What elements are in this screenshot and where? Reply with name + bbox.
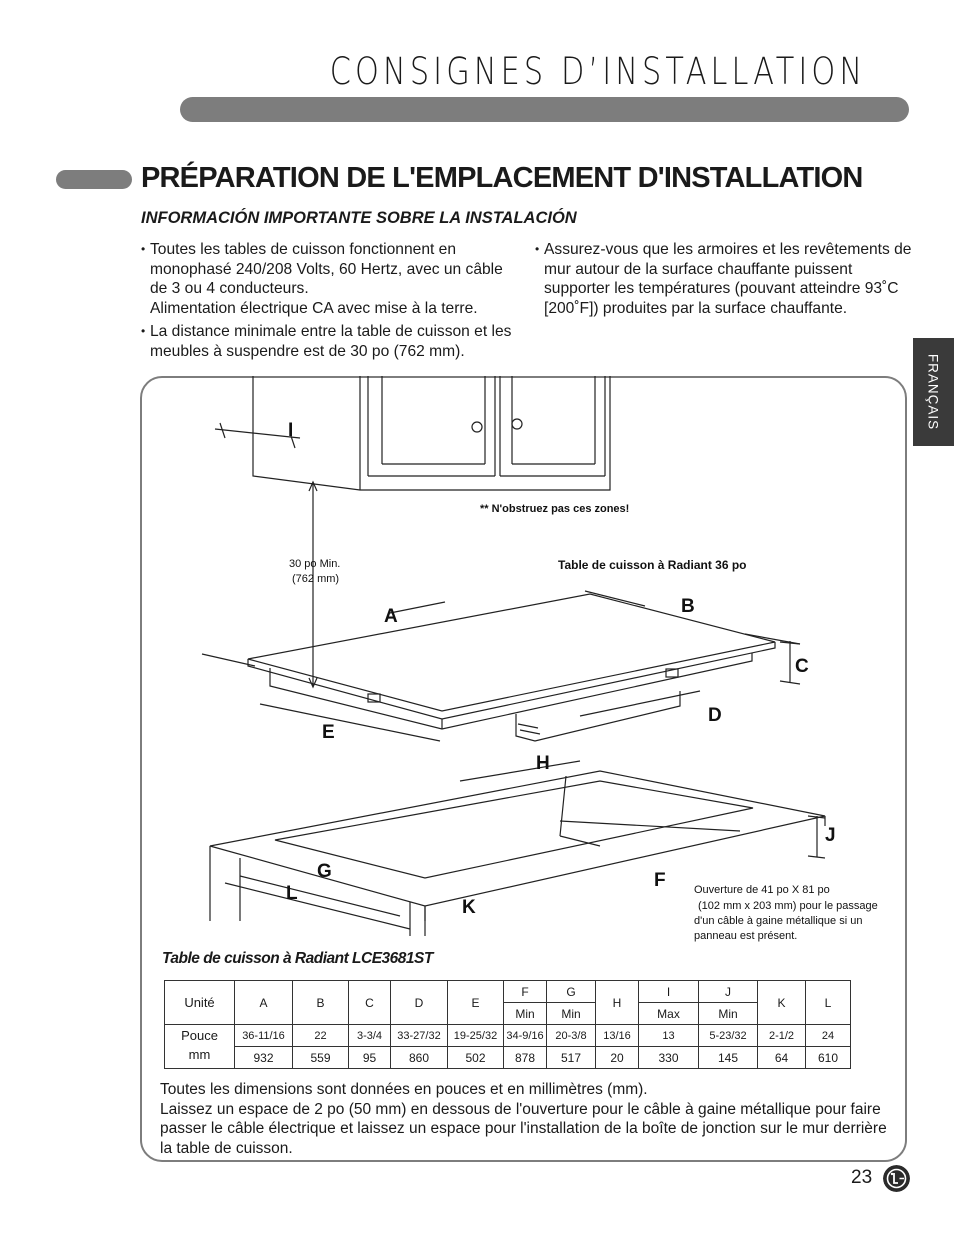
col-header: D (391, 981, 448, 1025)
col-header: F (504, 981, 547, 1003)
section-title: PRÉPARATION DE L'EMPLACEMENT D'INSTALLATION (141, 162, 863, 194)
table-row (165, 1047, 851, 1069)
clearance-text: 30 po Min. (289, 558, 341, 570)
bullet-item: • La distance minimale entre la table de cuisson et les meubles à suspendre est de 30 po (762 mm). (141, 322, 521, 361)
cell: 13 (639, 1025, 699, 1047)
cell: 145 (699, 1047, 758, 1069)
header-bar (180, 97, 909, 122)
col-header: G (547, 981, 596, 1003)
opening-note-1: Ouverture de 41 po X 81 po (694, 884, 830, 896)
label-d: D (708, 705, 722, 726)
col-header: B (293, 981, 349, 1025)
label-e: E (322, 722, 335, 743)
product-label: Table de cuisson à Radiant 36 po (558, 558, 747, 572)
cell: 64 (758, 1047, 806, 1069)
cell: 610 (806, 1047, 851, 1069)
cell: 5-23/32 (699, 1025, 758, 1047)
col-subheader: Min (699, 1003, 758, 1025)
cell: 932 (235, 1047, 293, 1069)
cell: 24 (806, 1025, 851, 1047)
table-row (165, 1025, 851, 1047)
wall-cabinet (253, 376, 610, 490)
cell: 559 (293, 1047, 349, 1069)
opening-note-3: d'un câble à gaine métallique si un (694, 915, 863, 927)
col-subheader: Min (547, 1003, 596, 1025)
unit-header: Unité (165, 981, 235, 1025)
col-subheader: Max (639, 1003, 699, 1025)
label-c: C (795, 656, 809, 677)
label-h: H (536, 753, 550, 774)
col-header: H (596, 981, 639, 1025)
cell: 33-27/32 (391, 1025, 448, 1047)
cell: 2-1/2 (758, 1025, 806, 1047)
cell: 330 (639, 1047, 699, 1069)
cell: 878 (504, 1047, 547, 1069)
col-header: I (639, 981, 699, 1003)
label-j: J (825, 825, 836, 846)
cell: 20-3/8 (547, 1025, 596, 1047)
notes (160, 1080, 900, 1158)
language-tab-label: FRANÇAIS (925, 353, 941, 431)
col-header: K (758, 981, 806, 1025)
cooktop (248, 594, 775, 741)
lg-logo-icon (883, 1165, 910, 1192)
label-g: G (317, 861, 332, 882)
col-header: A (235, 981, 293, 1025)
section-marker (56, 170, 132, 189)
label-b: B (681, 596, 695, 617)
row-label: Pouce (165, 1025, 235, 1047)
cell: 22 (293, 1025, 349, 1047)
cell: 517 (547, 1047, 596, 1069)
col-header: E (448, 981, 504, 1025)
col-header: J (699, 981, 758, 1003)
cell: 20 (596, 1047, 639, 1069)
label-l: L (286, 883, 298, 904)
cell: 3-3/4 (349, 1025, 391, 1047)
cell: 19-25/32 (448, 1025, 504, 1047)
bullets-left (141, 240, 521, 364)
bullet-item: • Assurez-vous que les armoires et les revêtements de mur autour de la surface chauffante puissent supporter les températures (pouvant atteindre 93˚C [200˚F]) produites par la surface chauffante. (535, 240, 920, 319)
header-title: CONSIGNES D’INSTALLATION (329, 50, 866, 93)
row-label: mm (165, 1047, 235, 1069)
cell: 13/16 (596, 1025, 639, 1047)
label-f: F (654, 870, 666, 891)
col-header: L (806, 981, 851, 1025)
cell: 36-11/16 (235, 1025, 293, 1047)
label-k: K (462, 897, 476, 918)
label-a: A (384, 606, 398, 627)
bullet-item: • Toutes les tables de cuisson fonctionnent en monophasé 240/208 Volts, 60 Hertz, avec un câble de 3 ou 4 conducteurs. Alimentation électrique CA avec mise à la terre. (141, 240, 521, 319)
bullets-right (535, 240, 920, 322)
col-header: C (349, 981, 391, 1025)
clearance-mm: (762 mm) (292, 573, 340, 585)
page-number: 23 (851, 1167, 873, 1188)
label-i: I (288, 420, 294, 441)
cell: 502 (448, 1047, 504, 1069)
table-caption: Table de cuisson à Radiant LCE3681ST (162, 950, 433, 967)
language-tab (913, 338, 954, 446)
installation-diagram (140, 376, 907, 946)
cell: 860 (391, 1047, 448, 1069)
note-line: Laissez un espace de 2 po (50 mm) en dessous de l'ouverture pour le câble à gaine métallique pour faire passer le câble électrique et laissez un espace pour l'installation de la boîte de jonction sur le mur derrière la table de cuisson. (160, 1100, 887, 1157)
cell: 95 (349, 1047, 391, 1069)
note-line: Toutes les dimensions sont données en pouces et en millimètres (mm). (160, 1081, 648, 1098)
dimensions-table (164, 980, 851, 1069)
opening-note-2: (102 mm x 203 mm) pour le passage (698, 900, 878, 912)
col-subheader: Min (504, 1003, 547, 1025)
cell: 34-9/16 (504, 1025, 547, 1047)
opening-note-4: panneau est présent. (694, 930, 798, 942)
no-obstruct-note: ** N'obstruez pas ces zones! (480, 503, 630, 515)
section-subtitle: INFORMACIÓN IMPORTANTE SOBRE LA INSTALACIÓN (141, 209, 577, 227)
